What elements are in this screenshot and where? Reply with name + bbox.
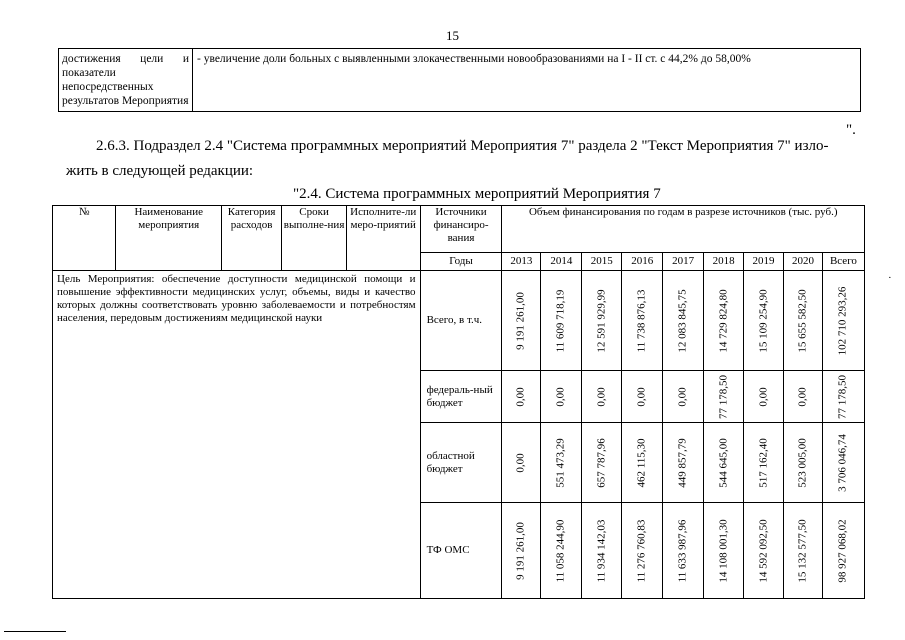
page-number: 15 xyxy=(446,28,459,43)
value-cell: 0,00 xyxy=(744,371,784,423)
value-cell: 15 132 577,50 xyxy=(784,503,823,599)
value-cell: 449 857,79 xyxy=(663,423,704,503)
header-terms: Сроки выполне-ния xyxy=(282,206,347,271)
top-table-right-cell: - увеличение доли больных с выявленными злокачественными новообразованиями на I - II ст. с 44,2% до 58,00% xyxy=(193,49,861,112)
value-cell: 12 591 929,99 xyxy=(582,271,622,371)
value-cell: 0,00 xyxy=(784,371,823,423)
source-label: федераль-ный бюджет xyxy=(420,371,502,423)
programme-table xyxy=(52,205,865,599)
year-cell: 2015 xyxy=(582,253,622,271)
year-cell: 2016 xyxy=(622,253,663,271)
header-num: № xyxy=(53,206,116,271)
year-cell: 2019 xyxy=(744,253,784,271)
source-label: ТФ ОМС xyxy=(420,503,502,599)
year-cell: 2018 xyxy=(704,253,744,271)
table-caption: "2.4. Система программных мероприятий Мероприятия 7 xyxy=(293,186,661,202)
year-cell: 2014 xyxy=(541,253,582,271)
paragraph-line-2: жить в следующей редакции: xyxy=(66,163,254,179)
value-cell: 3 706 046,74 xyxy=(822,423,864,503)
value-cell: 0,00 xyxy=(663,371,704,423)
value-cell: 15 655 582,50 xyxy=(784,271,823,371)
value-cell: 9 191 261,00 xyxy=(502,271,541,371)
source-label: областной бюджет xyxy=(420,423,502,503)
value-cell: 102 710 293,26 xyxy=(822,271,864,371)
value-cell: 0,00 xyxy=(622,371,663,423)
value-cell: 14 729 824,80 xyxy=(704,271,744,371)
value-cell: 14 592 092,50 xyxy=(744,503,784,599)
margin-mark: · xyxy=(888,272,892,284)
top-table xyxy=(58,48,861,112)
value-cell: 0,00 xyxy=(582,371,622,423)
year-cell: Всего xyxy=(822,253,864,271)
value-cell: 9 191 261,00 xyxy=(502,503,541,599)
value-cell: 0,00 xyxy=(502,423,541,503)
top-table-left-cell: достижения цели и показатели непосредственных результатов Мероприятия xyxy=(59,49,193,112)
value-cell: 98 927 068,02 xyxy=(822,503,864,599)
year-cell: 2013 xyxy=(502,253,541,271)
value-cell: 523 005,00 xyxy=(784,423,823,503)
value-cell: 0,00 xyxy=(502,371,541,423)
goal-text: Цель Мероприятия: обеспечение доступности медицинской помощи и повышение эффективности медицинских услуг, объемы, виды и качество которых должны соответствовать уровню заболеваемости и потребностям населения, передовым достижениям медицинской науки xyxy=(53,271,421,599)
header-category: Категория расходов xyxy=(221,206,281,271)
value-cell: 12 083 845,75 xyxy=(663,271,704,371)
header-sources: Источники финансиро-вания xyxy=(420,206,502,253)
value-cell: 11 609 718,19 xyxy=(541,271,582,371)
value-cell: 11 058 244,90 xyxy=(541,503,582,599)
value-cell: 551 473,29 xyxy=(541,423,582,503)
value-cell: 77 178,50 xyxy=(822,371,864,423)
value-cell: 14 108 001,30 xyxy=(704,503,744,599)
value-cell: 657 787,96 xyxy=(582,423,622,503)
header-volume: Объем финансирования по годам в разрезе источников (тыс. руб.) xyxy=(502,206,865,253)
value-cell: 462 115,30 xyxy=(622,423,663,503)
year-cell: 2017 xyxy=(663,253,704,271)
value-cell: 11 633 987,96 xyxy=(663,503,704,599)
source-label: Всего, в т.ч. xyxy=(420,271,502,371)
table-row xyxy=(53,271,865,371)
value-cell: 517 162,40 xyxy=(744,423,784,503)
value-cell: 544 645,00 xyxy=(704,423,744,503)
value-cell: 11 276 760,83 xyxy=(622,503,663,599)
year-cell: 2020 xyxy=(784,253,823,271)
closing-quote: ". xyxy=(846,122,856,138)
value-cell: 0,00 xyxy=(541,371,582,423)
header-executors: Исполните-ли меро-приятий xyxy=(346,206,420,271)
footnote-rule xyxy=(4,631,66,632)
value-cell: 11 738 876,13 xyxy=(622,271,663,371)
header-name: Наименование мероприятия xyxy=(116,206,221,271)
value-cell: 15 109 254,90 xyxy=(744,271,784,371)
value-cell: 11 934 142,03 xyxy=(582,503,622,599)
paragraph-line-1: 2.6.3. Подраздел 2.4 "Система программных мероприятий Мероприятия 7" раздела 2 "Текст Мероприятия 7" изло- xyxy=(96,138,829,154)
value-cell: 77 178,50 xyxy=(704,371,744,423)
header-years-label: Годы xyxy=(420,253,502,271)
